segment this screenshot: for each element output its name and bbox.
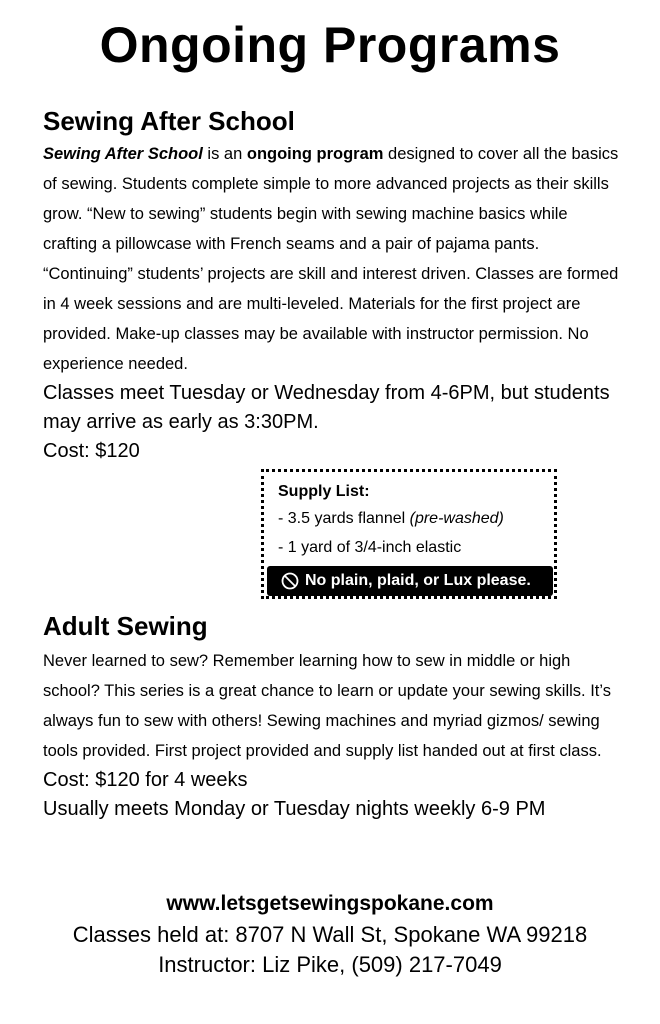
ongoing-program-bold: ongoing program	[246, 145, 384, 163]
sewing-after-school-section	[43, 105, 623, 466]
supply-item-flannel	[278, 504, 554, 533]
intro-connector: is an	[202, 145, 247, 163]
fabric-warning-text: No plain, plaid, or Lux please.	[305, 572, 531, 589]
adult-sewing-section	[43, 610, 623, 824]
adult-sewing-description: Never learned to sew? Remember learning how to sew in middle or high school? This series is a great chance to learn or update your sewing skills. It’s always fun to sew with others! Sewing machines and myriad gizmos/ sewing tools provided. First project provided and supply list handed out at first class.	[43, 652, 612, 760]
description-body: designed to cover all the basics of sewing. Students complete simple to more advanced projects as their skills grow. “New to sewing” students begin with sewing machine basics while crafting a pillowcase with French seams and a pair of pajama pants. “Continuing” students’ projects are skill and interest driven. Classes are formed in 4 week sessions and are multi-leveled. Materials for the first project are provided. Make-up classes may be available with instructor permission. No experience needed.	[43, 145, 619, 373]
instructor-contact: Instructor: Liz Pike, (509) 217-7049	[158, 952, 502, 977]
supply-item-flannel-note: (pre-washed)	[409, 510, 504, 527]
supply-list-title: Supply List:	[278, 483, 370, 500]
program-name-italic: Sewing After School	[43, 145, 203, 163]
fabric-warning-banner	[267, 566, 553, 596]
sewing-after-school-heading: Sewing After School	[43, 106, 295, 136]
prohibited-icon	[281, 572, 299, 590]
supply-item-flannel-text: - 3.5 yards flannel	[278, 510, 410, 527]
website-link[interactable]: www.letsgetsewingspokane.com	[166, 892, 494, 915]
sewing-after-school-description	[43, 139, 623, 379]
sewing-after-school-schedule: Classes meet Tuesday or Wednesday from 4-6PM, but students may arrive as early as 3:30PM.	[43, 382, 610, 433]
adult-sewing-heading: Adult Sewing	[43, 611, 208, 641]
adult-sewing-schedule: Usually meets Monday or Tuesday nights weekly 6-9 PM	[43, 798, 546, 820]
adult-sewing-cost: Cost: $120 for 4 weeks	[43, 769, 248, 791]
sewing-after-school-cost: Cost: $120	[43, 440, 140, 462]
class-location: Classes held at: 8707 N Wall St, Spokane WA 99218	[72, 922, 588, 947]
supply-list-box	[261, 469, 557, 599]
supply-item-elastic: - 1 yard of 3/4-inch elastic	[278, 539, 462, 556]
page-title: Ongoing Programs	[99, 17, 561, 73]
